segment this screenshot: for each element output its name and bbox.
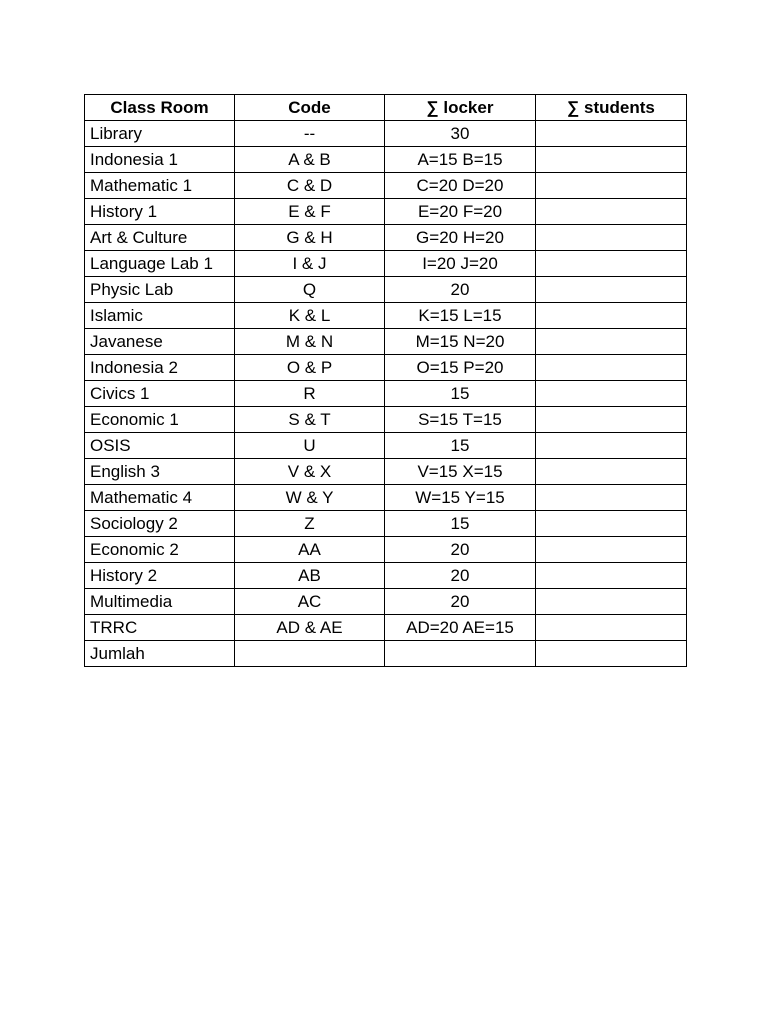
cell-class-room: OSIS (85, 433, 235, 459)
cell-class-room: Economic 1 (85, 407, 235, 433)
table-row (85, 355, 687, 381)
cell-student-count (536, 147, 687, 173)
cell-class-room: Physic Lab (85, 277, 235, 303)
table-row (85, 251, 687, 277)
table-row (85, 121, 687, 147)
cell-locker-count: 30 (385, 121, 536, 147)
table-row (85, 173, 687, 199)
header-class-room: Class Room (85, 95, 235, 121)
cell-student-count (536, 225, 687, 251)
table-row (85, 381, 687, 407)
cell-student-count (536, 251, 687, 277)
cell-code: V & X (235, 459, 385, 485)
cell-class-room: Economic 2 (85, 537, 235, 563)
cell-student-count (536, 199, 687, 225)
cell-code: -- (235, 121, 385, 147)
header-code: Code (235, 95, 385, 121)
table-row (85, 537, 687, 563)
cell-locker-count: C=20 D=20 (385, 173, 536, 199)
cell-student-count (536, 459, 687, 485)
table-row (85, 147, 687, 173)
cell-class-room: Indonesia 2 (85, 355, 235, 381)
cell-student-count (536, 641, 687, 667)
cell-locker-count: 15 (385, 381, 536, 407)
cell-locker-count: I=20 J=20 (385, 251, 536, 277)
cell-locker-count: E=20 F=20 (385, 199, 536, 225)
cell-code: A & B (235, 147, 385, 173)
cell-student-count (536, 303, 687, 329)
table-row (85, 615, 687, 641)
cell-locker-count: K=15 L=15 (385, 303, 536, 329)
table-row (85, 563, 687, 589)
cell-student-count (536, 433, 687, 459)
cell-code: AB (235, 563, 385, 589)
cell-class-room: Indonesia 1 (85, 147, 235, 173)
cell-locker-count: A=15 B=15 (385, 147, 536, 173)
table-row (85, 433, 687, 459)
cell-student-count (536, 381, 687, 407)
cell-class-room: Islamic (85, 303, 235, 329)
header-locker-count: ∑ locker (385, 95, 536, 121)
cell-code: M & N (235, 329, 385, 355)
cell-student-count (536, 511, 687, 537)
cell-code: E & F (235, 199, 385, 225)
cell-class-room: Language Lab 1 (85, 251, 235, 277)
cell-code: U (235, 433, 385, 459)
cell-class-room: Multimedia (85, 589, 235, 615)
table-row (85, 485, 687, 511)
cell-code: AC (235, 589, 385, 615)
cell-class-room: Sociology 2 (85, 511, 235, 537)
cell-class-room: TRRC (85, 615, 235, 641)
document-sheet (84, 94, 687, 667)
cell-class-room: Javanese (85, 329, 235, 355)
cell-student-count (536, 485, 687, 511)
cell-locker-count: O=15 P=20 (385, 355, 536, 381)
cell-class-room: Civics 1 (85, 381, 235, 407)
table-row (85, 589, 687, 615)
cell-class-room: English 3 (85, 459, 235, 485)
table-row (85, 329, 687, 355)
cell-locker-count: G=20 H=20 (385, 225, 536, 251)
cell-locker-count: 20 (385, 589, 536, 615)
cell-locker-count: 20 (385, 277, 536, 303)
cell-code: W & Y (235, 485, 385, 511)
table-row (85, 407, 687, 433)
cell-locker-count (385, 641, 536, 667)
table-row (85, 225, 687, 251)
cell-code: I & J (235, 251, 385, 277)
cell-class-room: Art & Culture (85, 225, 235, 251)
cell-code (235, 641, 385, 667)
cell-student-count (536, 563, 687, 589)
table-row (85, 303, 687, 329)
cell-class-room: Jumlah (85, 641, 235, 667)
cell-student-count (536, 277, 687, 303)
cell-class-room: History 1 (85, 199, 235, 225)
cell-locker-count: 15 (385, 433, 536, 459)
header-student-count: ∑ students (536, 95, 687, 121)
cell-locker-count: AD=20 AE=15 (385, 615, 536, 641)
cell-locker-count: 20 (385, 537, 536, 563)
table-row (85, 277, 687, 303)
cell-student-count (536, 121, 687, 147)
cell-locker-count: V=15 X=15 (385, 459, 536, 485)
table-body (85, 121, 687, 667)
cell-student-count (536, 407, 687, 433)
cell-student-count (536, 173, 687, 199)
cell-class-room: Library (85, 121, 235, 147)
cell-code: S & T (235, 407, 385, 433)
cell-locker-count: 15 (385, 511, 536, 537)
cell-code: K & L (235, 303, 385, 329)
cell-class-room: Mathematic 1 (85, 173, 235, 199)
cell-locker-count: 20 (385, 563, 536, 589)
cell-locker-count: W=15 Y=15 (385, 485, 536, 511)
cell-code: O & P (235, 355, 385, 381)
cell-student-count (536, 355, 687, 381)
cell-code: C & D (235, 173, 385, 199)
locker-table (84, 94, 687, 667)
table-header-row (85, 95, 687, 121)
table-row (85, 199, 687, 225)
table-row (85, 511, 687, 537)
table-row (85, 641, 687, 667)
cell-class-room: Mathematic 4 (85, 485, 235, 511)
cell-student-count (536, 615, 687, 641)
cell-code: AA (235, 537, 385, 563)
cell-student-count (536, 329, 687, 355)
cell-student-count (536, 537, 687, 563)
cell-code: Q (235, 277, 385, 303)
cell-student-count (536, 589, 687, 615)
cell-code: AD & AE (235, 615, 385, 641)
cell-code: R (235, 381, 385, 407)
cell-locker-count: M=15 N=20 (385, 329, 536, 355)
cell-locker-count: S=15 T=15 (385, 407, 536, 433)
cell-code: Z (235, 511, 385, 537)
cell-class-room: History 2 (85, 563, 235, 589)
table-row (85, 459, 687, 485)
cell-code: G & H (235, 225, 385, 251)
